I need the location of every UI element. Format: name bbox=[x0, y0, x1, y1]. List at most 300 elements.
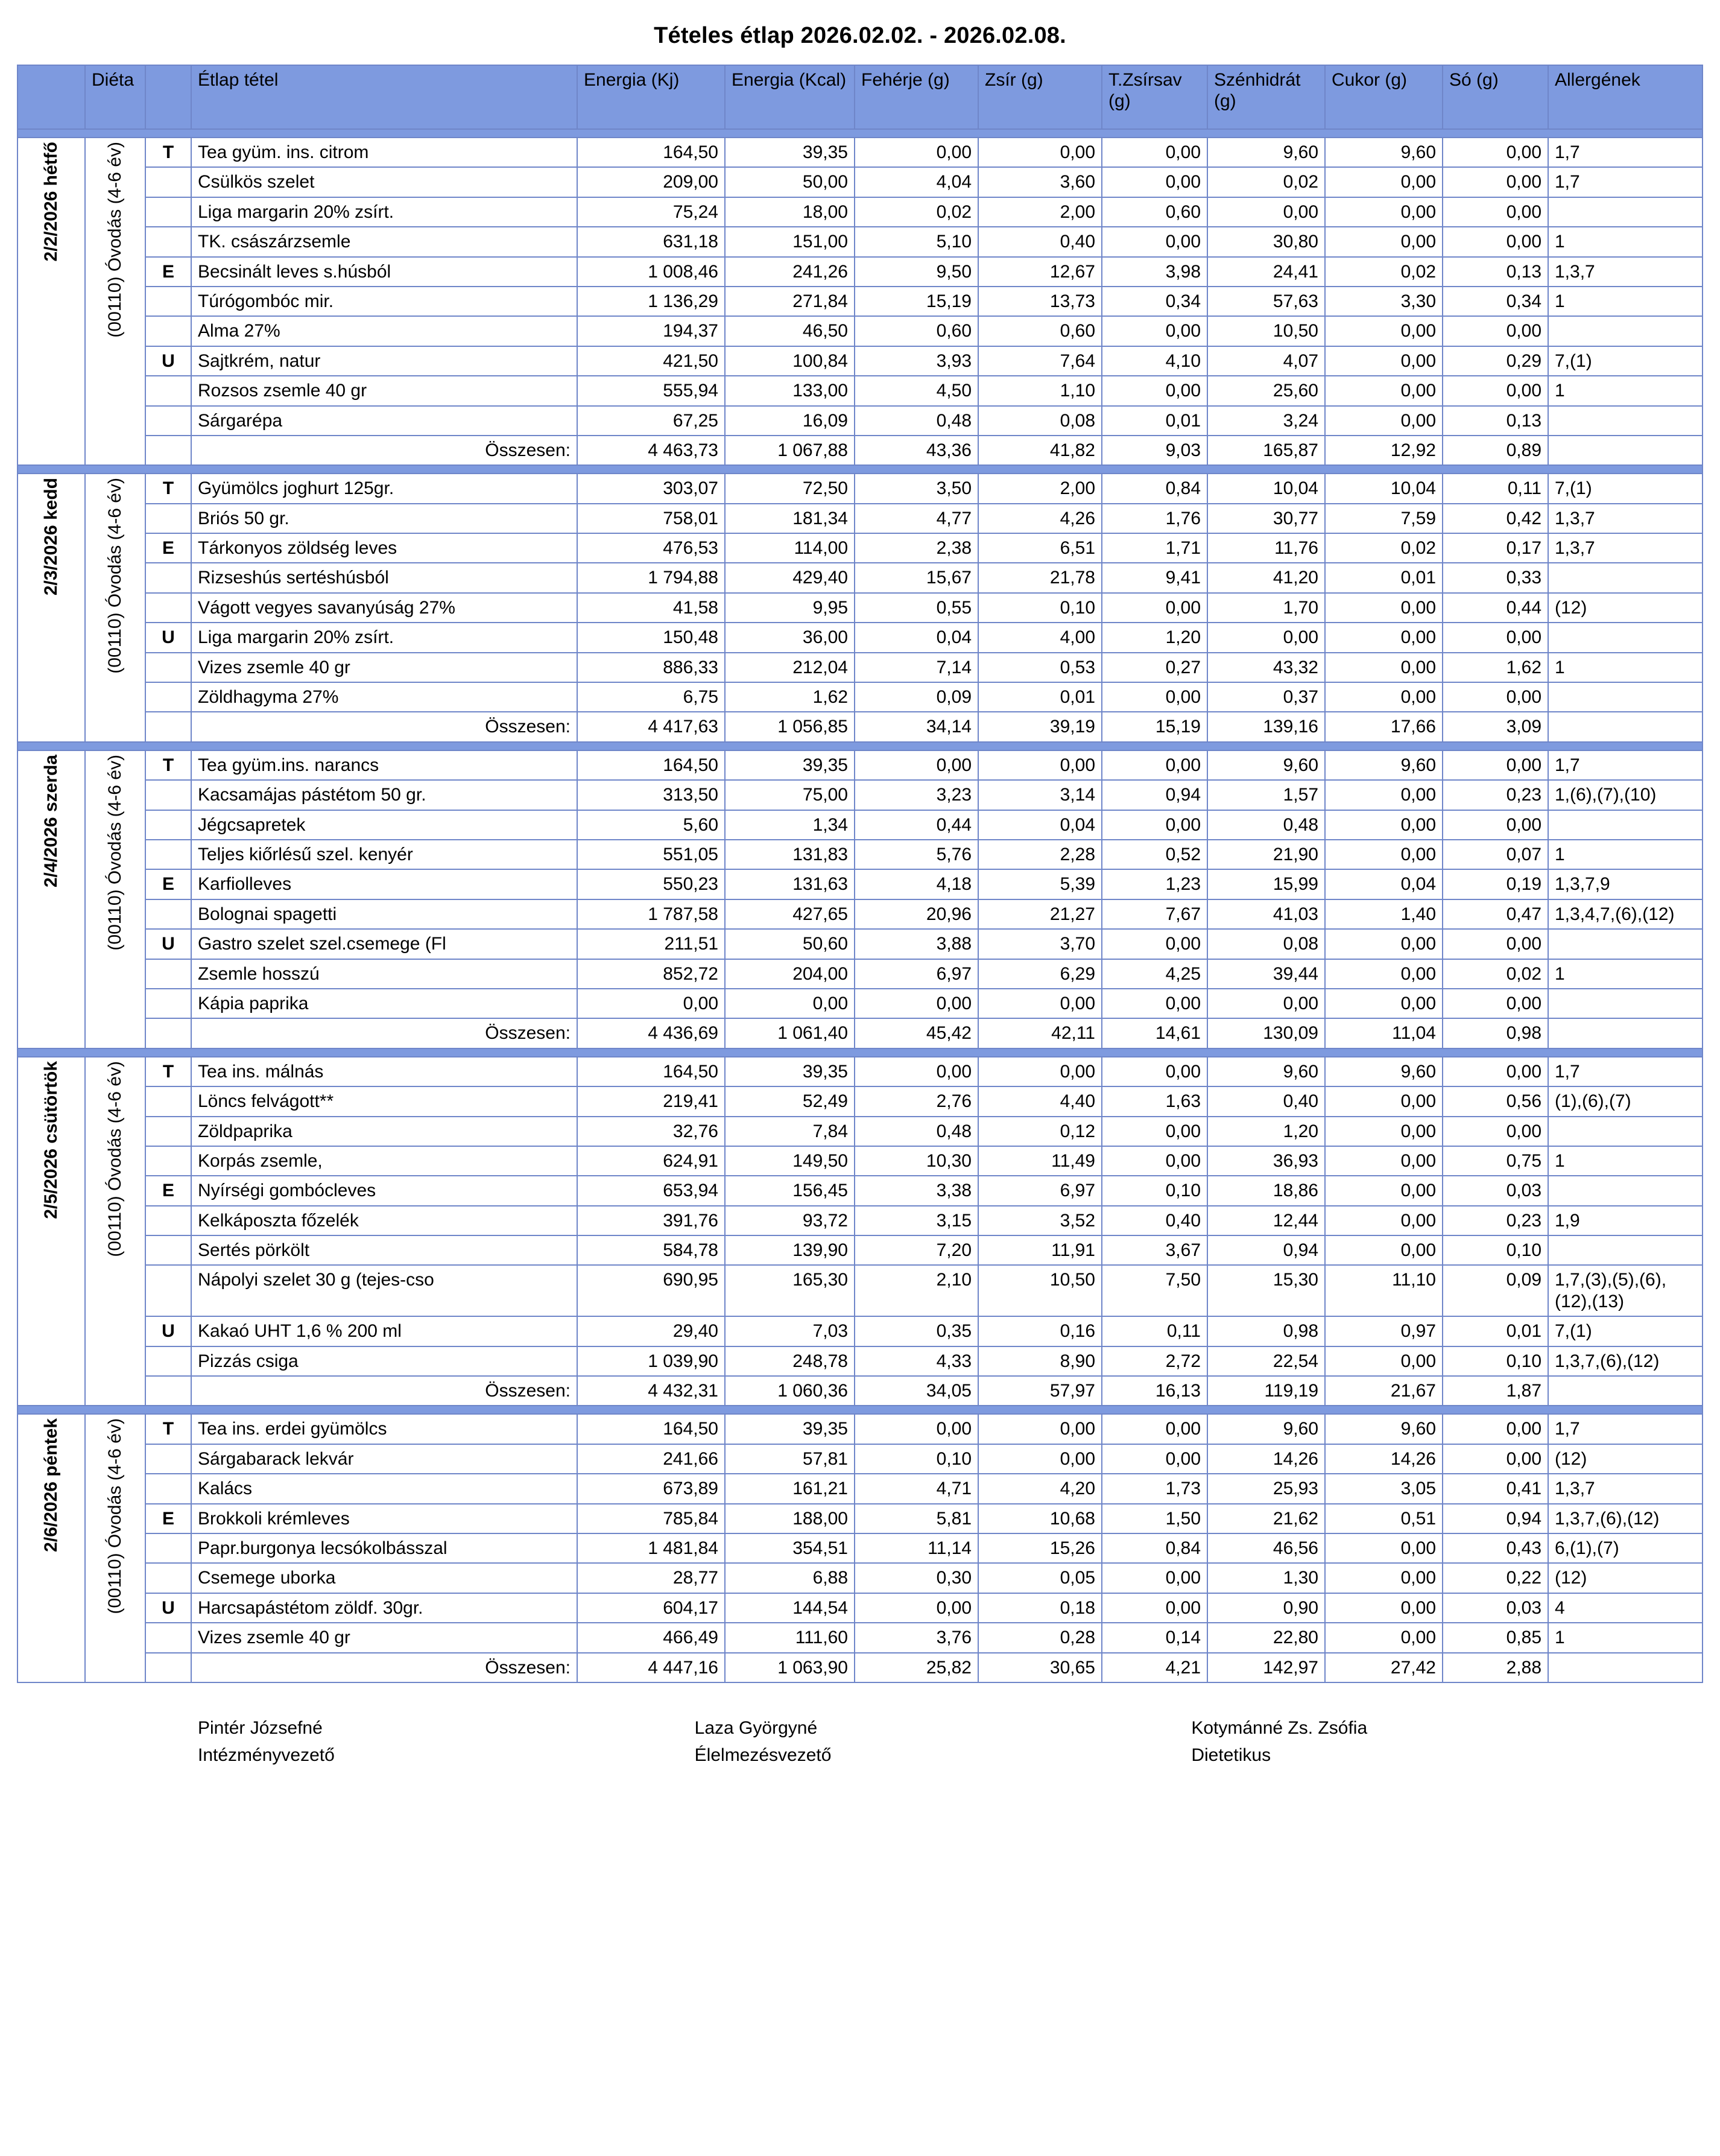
diet-cell bbox=[85, 750, 145, 1048]
value-kj: 313,50 bbox=[577, 780, 725, 810]
value-protein: 0,35 bbox=[855, 1316, 978, 1346]
table-body bbox=[17, 129, 1703, 1682]
value-sugar: 0,02 bbox=[1325, 533, 1443, 563]
menu-item-name: Gastro szelet szel.csemege (Fl bbox=[191, 929, 577, 959]
menu-item-name: Liga margarin 20% zsírt. bbox=[191, 197, 577, 227]
meal-code bbox=[145, 899, 191, 929]
value-sugar: 0,01 bbox=[1325, 563, 1443, 592]
menu-item-name: Kelkáposzta főzelék bbox=[191, 1206, 577, 1235]
total-carb: 142,97 bbox=[1207, 1653, 1325, 1682]
allergen-list bbox=[1548, 929, 1703, 959]
value-carb: 0,94 bbox=[1207, 1235, 1325, 1265]
value-satfat: 0,14 bbox=[1102, 1623, 1207, 1652]
signature-block bbox=[17, 1714, 1703, 1769]
value-carb: 12,44 bbox=[1207, 1206, 1325, 1235]
value-sugar: 0,02 bbox=[1325, 257, 1443, 287]
value-sugar: 1,40 bbox=[1325, 899, 1443, 929]
value-fat: 3,70 bbox=[978, 929, 1102, 959]
value-kj: 0,00 bbox=[577, 989, 725, 1018]
allergen-list: 1 bbox=[1548, 959, 1703, 989]
value-salt: 0,44 bbox=[1443, 593, 1548, 623]
total-protein: 34,05 bbox=[855, 1376, 978, 1406]
value-fat: 4,20 bbox=[978, 1474, 1102, 1503]
table-row bbox=[17, 1235, 1703, 1265]
total-fat: 42,11 bbox=[978, 1018, 1102, 1048]
allergen-list: 1,7 bbox=[1548, 138, 1703, 167]
allergen-list: 1 bbox=[1548, 287, 1703, 316]
total-satfat: 4,21 bbox=[1102, 1653, 1207, 1682]
value-salt: 0,94 bbox=[1443, 1504, 1548, 1533]
meal-code: E bbox=[145, 1176, 191, 1205]
value-salt: 0,01 bbox=[1443, 1316, 1548, 1346]
total-fat: 57,97 bbox=[978, 1376, 1102, 1406]
meal-code bbox=[145, 653, 191, 682]
value-carb: 0,00 bbox=[1207, 989, 1325, 1018]
value-satfat: 0,84 bbox=[1102, 474, 1207, 503]
value-kcal: 212,04 bbox=[725, 653, 855, 682]
menu-item-name: Kápia paprika bbox=[191, 989, 577, 1018]
value-salt: 0,23 bbox=[1443, 780, 1548, 810]
value-protein: 3,15 bbox=[855, 1206, 978, 1235]
value-kj: 1 008,46 bbox=[577, 257, 725, 287]
day-separator-band bbox=[17, 742, 1703, 750]
meal-code bbox=[145, 1563, 191, 1593]
allergen-list: (12) bbox=[1548, 1563, 1703, 1593]
value-satfat: 1,23 bbox=[1102, 869, 1207, 899]
value-fat: 3,60 bbox=[978, 167, 1102, 197]
value-salt: 0,34 bbox=[1443, 287, 1548, 316]
total-meal-blank bbox=[145, 1376, 191, 1406]
value-satfat: 0,00 bbox=[1102, 1593, 1207, 1623]
menu-item-name: Sárgabarack lekvár bbox=[191, 1444, 577, 1474]
value-salt: 0,00 bbox=[1443, 929, 1548, 959]
day-date-label: 2/5/2026 csütörtök bbox=[40, 1061, 61, 1219]
value-carb: 9,60 bbox=[1207, 1057, 1325, 1086]
day-total-row bbox=[17, 1376, 1703, 1406]
value-protein: 0,00 bbox=[855, 1057, 978, 1086]
day-date-label: 2/2/2026 hétfő bbox=[40, 142, 61, 262]
column-header-energy-kcal: Energia (Kcal) bbox=[725, 65, 855, 129]
diet-cell bbox=[85, 1414, 145, 1682]
value-satfat: 0,94 bbox=[1102, 780, 1207, 810]
value-sugar: 0,00 bbox=[1325, 167, 1443, 197]
total-sugar: 11,04 bbox=[1325, 1018, 1443, 1048]
allergen-list: 1,3,7,9 bbox=[1548, 869, 1703, 899]
value-protein: 5,76 bbox=[855, 840, 978, 869]
value-kcal: 72,50 bbox=[725, 474, 855, 503]
menu-item-name: Zöldhagyma 27% bbox=[191, 682, 577, 712]
value-kcal: 57,81 bbox=[725, 1444, 855, 1474]
allergen-list bbox=[1548, 623, 1703, 652]
value-kcal: 271,84 bbox=[725, 287, 855, 316]
value-carb: 21,62 bbox=[1207, 1504, 1325, 1533]
value-kcal: 114,00 bbox=[725, 533, 855, 563]
meal-code bbox=[145, 682, 191, 712]
table-row bbox=[17, 959, 1703, 989]
value-sugar: 0,00 bbox=[1325, 1206, 1443, 1235]
value-salt: 0,13 bbox=[1443, 257, 1548, 287]
meal-code bbox=[145, 1474, 191, 1503]
column-header-protein: Fehérje (g) bbox=[855, 65, 978, 129]
value-satfat: 0,00 bbox=[1102, 989, 1207, 1018]
value-protein: 3,88 bbox=[855, 929, 978, 959]
total-kj: 4 447,16 bbox=[577, 1653, 725, 1682]
column-header-meal bbox=[145, 65, 191, 129]
allergen-list: 1 bbox=[1548, 227, 1703, 256]
day-separator bbox=[17, 465, 1703, 474]
value-kj: 852,72 bbox=[577, 959, 725, 989]
value-satfat: 0,84 bbox=[1102, 1533, 1207, 1563]
day-date-label: 2/6/2026 péntek bbox=[40, 1418, 61, 1553]
value-fat: 0,00 bbox=[978, 138, 1102, 167]
total-salt: 1,87 bbox=[1443, 1376, 1548, 1406]
value-satfat: 0,00 bbox=[1102, 1146, 1207, 1176]
value-carb: 39,44 bbox=[1207, 959, 1325, 989]
allergen-list: 1,9 bbox=[1548, 1206, 1703, 1235]
value-fat: 0,16 bbox=[978, 1316, 1102, 1346]
value-salt: 0,13 bbox=[1443, 406, 1548, 436]
value-satfat: 0,27 bbox=[1102, 653, 1207, 682]
allergen-list bbox=[1548, 197, 1703, 227]
day-total-row bbox=[17, 1018, 1703, 1048]
value-kj: 551,05 bbox=[577, 840, 725, 869]
menu-item-name: Tea ins. málnás bbox=[191, 1057, 577, 1086]
value-fat: 1,10 bbox=[978, 376, 1102, 405]
value-carb: 36,93 bbox=[1207, 1146, 1325, 1176]
total-label: Összesen: bbox=[191, 712, 577, 741]
table-row bbox=[17, 138, 1703, 167]
total-fat: 30,65 bbox=[978, 1653, 1102, 1682]
value-satfat: 3,67 bbox=[1102, 1235, 1207, 1265]
value-fat: 3,14 bbox=[978, 780, 1102, 810]
value-protein: 4,33 bbox=[855, 1346, 978, 1376]
value-salt: 0,85 bbox=[1443, 1623, 1548, 1652]
total-kcal: 1 056,85 bbox=[725, 712, 855, 741]
total-label: Összesen: bbox=[191, 1018, 577, 1048]
menu-item-name: Korpás zsemle, bbox=[191, 1146, 577, 1176]
menu-item-name: Tea gyüm.ins. narancs bbox=[191, 750, 577, 780]
column-header-item: Étlap tétel bbox=[191, 65, 577, 129]
value-carb: 43,32 bbox=[1207, 653, 1325, 682]
signature-2 bbox=[695, 1714, 1192, 1769]
day-separator-band bbox=[17, 1048, 1703, 1057]
menu-table bbox=[17, 65, 1703, 1683]
value-satfat: 0,00 bbox=[1102, 810, 1207, 840]
value-kcal: 50,60 bbox=[725, 929, 855, 959]
day-total-row bbox=[17, 712, 1703, 741]
table-row bbox=[17, 1414, 1703, 1444]
value-protein: 0,10 bbox=[855, 1444, 978, 1474]
table-row bbox=[17, 376, 1703, 405]
value-kj: 391,76 bbox=[577, 1206, 725, 1235]
value-satfat: 4,10 bbox=[1102, 346, 1207, 376]
table-row bbox=[17, 474, 1703, 503]
value-fat: 0,00 bbox=[978, 750, 1102, 780]
signature-1 bbox=[198, 1714, 695, 1769]
allergen-list: 1,7 bbox=[1548, 750, 1703, 780]
meal-code: E bbox=[145, 533, 191, 563]
value-kj: 164,50 bbox=[577, 750, 725, 780]
total-meal-blank bbox=[145, 436, 191, 465]
value-kcal: 46,50 bbox=[725, 316, 855, 346]
allergen-list bbox=[1548, 563, 1703, 592]
value-sugar: 0,00 bbox=[1325, 593, 1443, 623]
meal-code bbox=[145, 504, 191, 533]
value-satfat: 4,25 bbox=[1102, 959, 1207, 989]
value-protein: 4,77 bbox=[855, 504, 978, 533]
value-salt: 0,00 bbox=[1443, 750, 1548, 780]
value-carb: 1,20 bbox=[1207, 1117, 1325, 1146]
value-kj: 550,23 bbox=[577, 869, 725, 899]
meal-code: T bbox=[145, 138, 191, 167]
allergen-list: 1,3,7 bbox=[1548, 257, 1703, 287]
value-kcal: 0,00 bbox=[725, 989, 855, 1018]
value-fat: 2,00 bbox=[978, 197, 1102, 227]
value-salt: 0,00 bbox=[1443, 376, 1548, 405]
column-header-allergens: Allergének bbox=[1548, 65, 1703, 129]
menu-item-name: Liga margarin 20% zsírt. bbox=[191, 623, 577, 652]
allergen-list: 1,3,7 bbox=[1548, 533, 1703, 563]
meal-code bbox=[145, 840, 191, 869]
column-header-saturated-fat: T.Zsírsav (g) bbox=[1102, 65, 1207, 129]
value-sugar: 0,51 bbox=[1325, 1504, 1443, 1533]
table-row bbox=[17, 504, 1703, 533]
diet-cell bbox=[85, 138, 145, 465]
allergen-list: 1,7 bbox=[1548, 1057, 1703, 1086]
value-carb: 25,60 bbox=[1207, 376, 1325, 405]
value-sugar: 0,00 bbox=[1325, 316, 1443, 346]
value-protein: 0,00 bbox=[855, 138, 978, 167]
value-satfat: 7,67 bbox=[1102, 899, 1207, 929]
value-fat: 0,00 bbox=[978, 1444, 1102, 1474]
day-date-cell bbox=[17, 750, 85, 1048]
total-label: Összesen: bbox=[191, 1376, 577, 1406]
allergen-list bbox=[1548, 316, 1703, 346]
value-carb: 10,50 bbox=[1207, 316, 1325, 346]
allergen-list: 1,3,7,(6),(12) bbox=[1548, 1346, 1703, 1376]
value-protein: 0,48 bbox=[855, 1117, 978, 1146]
allergen-list: 7,(1) bbox=[1548, 1316, 1703, 1346]
value-kj: 758,01 bbox=[577, 504, 725, 533]
value-salt: 0,33 bbox=[1443, 563, 1548, 592]
value-fat: 6,29 bbox=[978, 959, 1102, 989]
value-satfat: 1,76 bbox=[1102, 504, 1207, 533]
day-date-cell bbox=[17, 1414, 85, 1682]
menu-item-name: Rozsos zsemle 40 gr bbox=[191, 376, 577, 405]
day-separator bbox=[17, 1048, 1703, 1057]
value-sugar: 0,00 bbox=[1325, 780, 1443, 810]
value-salt: 0,56 bbox=[1443, 1086, 1548, 1116]
value-carb: 0,00 bbox=[1207, 197, 1325, 227]
value-carb: 41,03 bbox=[1207, 899, 1325, 929]
meal-code bbox=[145, 989, 191, 1018]
value-protein: 0,00 bbox=[855, 1593, 978, 1623]
value-sugar: 0,00 bbox=[1325, 989, 1443, 1018]
value-sugar: 10,04 bbox=[1325, 474, 1443, 503]
value-carb: 0,48 bbox=[1207, 810, 1325, 840]
value-salt: 0,07 bbox=[1443, 840, 1548, 869]
value-kcal: 429,40 bbox=[725, 563, 855, 592]
value-protein: 5,10 bbox=[855, 227, 978, 256]
value-salt: 0,43 bbox=[1443, 1533, 1548, 1563]
total-kj: 4 436,69 bbox=[577, 1018, 725, 1048]
value-kcal: 151,00 bbox=[725, 227, 855, 256]
table-row bbox=[17, 1057, 1703, 1086]
value-protein: 0,00 bbox=[855, 1414, 978, 1444]
value-protein: 11,14 bbox=[855, 1533, 978, 1563]
menu-item-name: Sertés pörkölt bbox=[191, 1235, 577, 1265]
menu-item-name: Vizes zsemle 40 gr bbox=[191, 1623, 577, 1652]
value-sugar: 0,00 bbox=[1325, 1235, 1443, 1265]
value-sugar: 0,00 bbox=[1325, 623, 1443, 652]
meal-code bbox=[145, 780, 191, 810]
value-fat: 0,00 bbox=[978, 989, 1102, 1018]
value-protein: 3,23 bbox=[855, 780, 978, 810]
value-fat: 0,05 bbox=[978, 1563, 1102, 1593]
meal-code bbox=[145, 197, 191, 227]
value-salt: 0,10 bbox=[1443, 1346, 1548, 1376]
menu-item-name: Tea gyüm. ins. citrom bbox=[191, 138, 577, 167]
meal-code: U bbox=[145, 1593, 191, 1623]
value-carb: 0,00 bbox=[1207, 623, 1325, 652]
menu-item-name: Zöldpaprika bbox=[191, 1117, 577, 1146]
value-kcal: 93,72 bbox=[725, 1206, 855, 1235]
value-kcal: 75,00 bbox=[725, 780, 855, 810]
value-satfat: 0,00 bbox=[1102, 1563, 1207, 1593]
diet-cell bbox=[85, 1057, 145, 1406]
total-allergen-blank bbox=[1548, 1376, 1703, 1406]
total-protein: 43,36 bbox=[855, 436, 978, 465]
value-fat: 5,39 bbox=[978, 869, 1102, 899]
table-row bbox=[17, 593, 1703, 623]
value-kcal: 7,84 bbox=[725, 1117, 855, 1146]
value-fat: 0,00 bbox=[978, 1057, 1102, 1086]
table-row bbox=[17, 1504, 1703, 1533]
table-row bbox=[17, 1316, 1703, 1346]
table-row bbox=[17, 1117, 1703, 1146]
signature-role: Intézményvezető bbox=[198, 1745, 335, 1765]
allergen-list bbox=[1548, 1176, 1703, 1205]
signature-name: Pintér Józsefné bbox=[198, 1717, 323, 1738]
value-sugar: 14,26 bbox=[1325, 1444, 1443, 1474]
diet-label: (00110) Óvodás (4-6 év) bbox=[104, 478, 125, 674]
meal-code bbox=[145, 1206, 191, 1235]
value-kcal: 161,21 bbox=[725, 1474, 855, 1503]
value-carb: 3,24 bbox=[1207, 406, 1325, 436]
meal-code bbox=[145, 1265, 191, 1316]
value-protein: 9,50 bbox=[855, 257, 978, 287]
value-carb: 14,26 bbox=[1207, 1444, 1325, 1474]
total-kcal: 1 063,90 bbox=[725, 1653, 855, 1682]
allergen-list: 1 bbox=[1548, 376, 1703, 405]
value-satfat: 0,60 bbox=[1102, 197, 1207, 227]
meal-code bbox=[145, 563, 191, 592]
value-kcal: 52,49 bbox=[725, 1086, 855, 1116]
table-header bbox=[17, 65, 1703, 129]
column-header-carbohydrate: Szénhidrát (g) bbox=[1207, 65, 1325, 129]
value-kcal: 241,26 bbox=[725, 257, 855, 287]
allergen-list: 1 bbox=[1548, 653, 1703, 682]
table-row bbox=[17, 346, 1703, 376]
meal-code bbox=[145, 593, 191, 623]
value-kj: 67,25 bbox=[577, 406, 725, 436]
value-kj: 5,60 bbox=[577, 810, 725, 840]
table-row bbox=[17, 1593, 1703, 1623]
allergen-list: 1,3,7 bbox=[1548, 504, 1703, 533]
value-fat: 0,60 bbox=[978, 316, 1102, 346]
menu-item-name: Tárkonyos zöldség leves bbox=[191, 533, 577, 563]
table-row bbox=[17, 869, 1703, 899]
value-carb: 57,63 bbox=[1207, 287, 1325, 316]
value-kcal: 131,83 bbox=[725, 840, 855, 869]
value-satfat: 0,00 bbox=[1102, 316, 1207, 346]
value-kcal: 427,65 bbox=[725, 899, 855, 929]
allergen-list: 6,(1),(7) bbox=[1548, 1533, 1703, 1563]
value-sugar: 0,00 bbox=[1325, 682, 1443, 712]
menu-item-name: Tea ins. erdei gyümölcs bbox=[191, 1414, 577, 1444]
total-allergen-blank bbox=[1548, 712, 1703, 741]
value-satfat: 0,00 bbox=[1102, 682, 1207, 712]
diet-label: (00110) Óvodás (4-6 év) bbox=[104, 1418, 125, 1615]
value-kj: 1 481,84 bbox=[577, 1533, 725, 1563]
value-fat: 2,00 bbox=[978, 474, 1102, 503]
value-satfat: 0,01 bbox=[1102, 406, 1207, 436]
total-satfat: 15,19 bbox=[1102, 712, 1207, 741]
menu-item-name: Löncs felvágott** bbox=[191, 1086, 577, 1116]
value-kcal: 188,00 bbox=[725, 1504, 855, 1533]
allergen-list: 1,7,(3),(5),(6),(12),(13) bbox=[1548, 1265, 1703, 1316]
value-sugar: 0,00 bbox=[1325, 653, 1443, 682]
table-row bbox=[17, 682, 1703, 712]
table-row bbox=[17, 653, 1703, 682]
value-kj: 164,50 bbox=[577, 138, 725, 167]
meal-code bbox=[145, 1117, 191, 1146]
table-row bbox=[17, 1474, 1703, 1503]
diet-label: (00110) Óvodás (4-6 év) bbox=[104, 1061, 125, 1257]
menu-item-name: Brokkoli krémleves bbox=[191, 1504, 577, 1533]
allergen-list bbox=[1548, 682, 1703, 712]
total-meal-blank bbox=[145, 1653, 191, 1682]
signature-role: Élelmezésvezető bbox=[694, 1745, 832, 1765]
value-kj: 194,37 bbox=[577, 316, 725, 346]
allergen-list: 1,7 bbox=[1548, 1414, 1703, 1444]
menu-item-name: TK. császárzsemle bbox=[191, 227, 577, 256]
meal-code: U bbox=[145, 1316, 191, 1346]
total-salt: 3,09 bbox=[1443, 712, 1548, 741]
total-salt: 2,88 bbox=[1443, 1653, 1548, 1682]
menu-item-name: Teljes kiőrlésű szel. kenyér bbox=[191, 840, 577, 869]
table-row bbox=[17, 167, 1703, 197]
value-sugar: 0,97 bbox=[1325, 1316, 1443, 1346]
value-sugar: 0,00 bbox=[1325, 959, 1443, 989]
value-kcal: 165,30 bbox=[725, 1265, 855, 1316]
allergen-list: (1),(6),(7) bbox=[1548, 1086, 1703, 1116]
meal-code: U bbox=[145, 623, 191, 652]
value-sugar: 9,60 bbox=[1325, 1057, 1443, 1086]
value-sugar: 0,00 bbox=[1325, 1533, 1443, 1563]
value-kcal: 39,35 bbox=[725, 1057, 855, 1086]
value-kj: 6,75 bbox=[577, 682, 725, 712]
value-fat: 10,68 bbox=[978, 1504, 1102, 1533]
value-salt: 0,00 bbox=[1443, 227, 1548, 256]
table-row bbox=[17, 1146, 1703, 1176]
value-sugar: 0,00 bbox=[1325, 1346, 1443, 1376]
value-carb: 4,07 bbox=[1207, 346, 1325, 376]
menu-item-name: Bolognai spagetti bbox=[191, 899, 577, 929]
value-kcal: 149,50 bbox=[725, 1146, 855, 1176]
total-carb: 139,16 bbox=[1207, 712, 1325, 741]
value-protein: 0,00 bbox=[855, 750, 978, 780]
